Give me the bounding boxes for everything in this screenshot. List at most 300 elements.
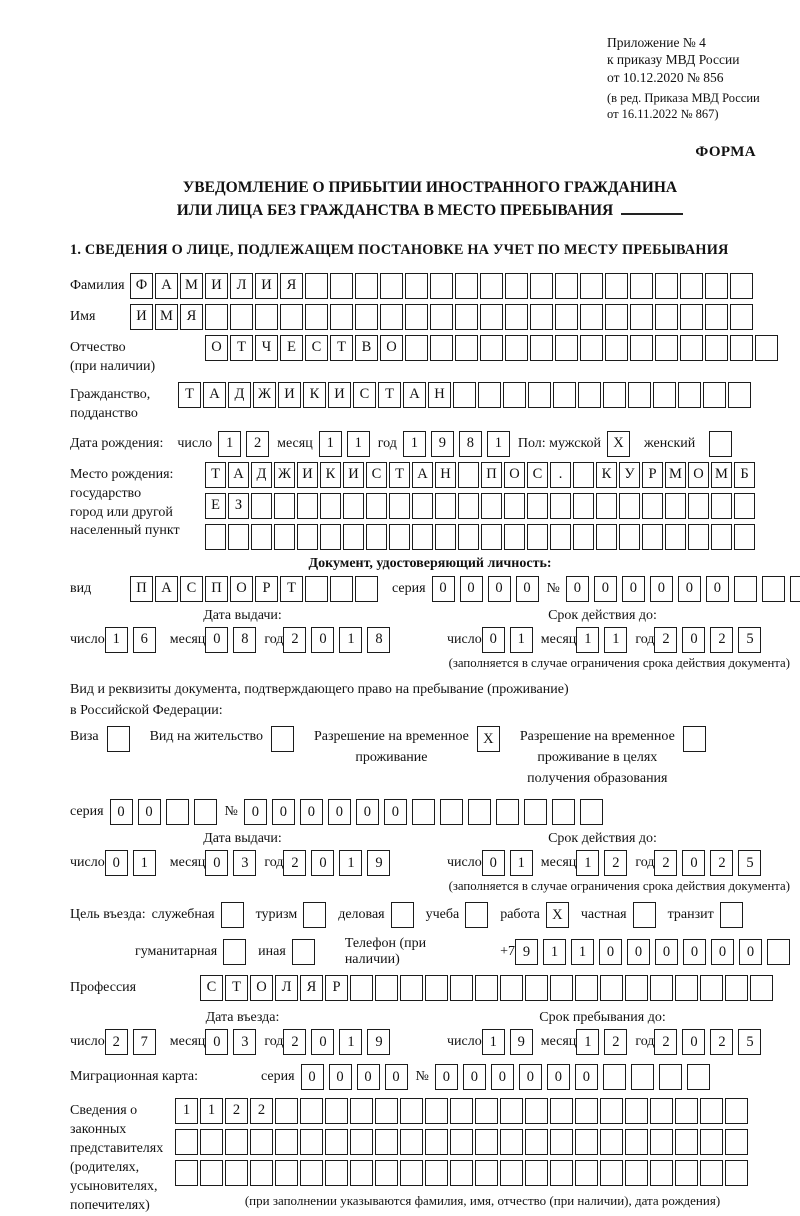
form-cell[interactable]: 0 <box>463 1064 486 1090</box>
form-cell[interactable] <box>505 304 528 330</box>
form-cell[interactable] <box>400 975 423 1001</box>
form-cell[interactable] <box>725 1160 748 1186</box>
form-cell[interactable] <box>305 304 328 330</box>
form-cell[interactable]: Т <box>330 335 353 361</box>
form-cell[interactable] <box>450 1160 473 1186</box>
form-cell[interactable] <box>728 382 751 408</box>
form-cell[interactable] <box>703 382 726 408</box>
form-cell[interactable] <box>480 304 503 330</box>
form-cell[interactable] <box>271 726 294 752</box>
form-cell[interactable]: П <box>205 576 228 602</box>
form-cell[interactable]: 2 <box>604 1029 627 1055</box>
form-cell[interactable] <box>251 493 272 519</box>
form-cell[interactable] <box>465 902 488 928</box>
form-cell[interactable]: 0 <box>205 850 228 876</box>
form-cell[interactable]: Т <box>280 576 303 602</box>
form-cell[interactable]: А <box>155 273 178 299</box>
form-cell[interactable] <box>455 273 478 299</box>
form-cell[interactable] <box>275 1129 298 1155</box>
form-cell[interactable] <box>596 524 617 550</box>
form-cell[interactable]: Т <box>225 975 248 1001</box>
form-cell[interactable] <box>305 273 328 299</box>
form-cell[interactable] <box>642 524 663 550</box>
form-cell[interactable]: М <box>155 304 178 330</box>
form-cell[interactable]: Ч <box>255 335 278 361</box>
form-cell[interactable]: 2 <box>283 1029 306 1055</box>
form-cell[interactable] <box>631 1064 654 1090</box>
form-cell[interactable] <box>524 799 547 825</box>
form-cell[interactable] <box>380 273 403 299</box>
form-cell[interactable] <box>194 799 217 825</box>
form-cell[interactable]: 1 <box>482 1029 505 1055</box>
form-cell[interactable] <box>412 799 435 825</box>
form-cell[interactable]: 3 <box>233 1029 256 1055</box>
form-cell[interactable] <box>625 1098 648 1124</box>
form-cell[interactable] <box>600 1160 623 1186</box>
form-cell[interactable]: 7 <box>133 1029 156 1055</box>
form-cell[interactable]: С <box>366 462 387 488</box>
form-cell[interactable]: 0 <box>460 576 483 602</box>
form-cell[interactable]: 9 <box>515 939 538 965</box>
form-cell[interactable] <box>675 1098 698 1124</box>
form-cell[interactable]: А <box>228 462 249 488</box>
form-cell[interactable] <box>734 576 757 602</box>
form-cell[interactable] <box>450 975 473 1001</box>
form-cell[interactable] <box>762 576 785 602</box>
form-cell[interactable] <box>275 1098 298 1124</box>
form-cell[interactable] <box>303 902 326 928</box>
form-cell[interactable] <box>505 335 528 361</box>
form-cell[interactable]: Я <box>300 975 323 1001</box>
form-cell[interactable]: 1 <box>576 627 599 653</box>
form-cell[interactable]: Ж <box>274 462 295 488</box>
form-cell[interactable]: А <box>155 576 178 602</box>
form-cell[interactable] <box>380 304 403 330</box>
form-cell[interactable] <box>275 1160 298 1186</box>
form-cell[interactable] <box>107 726 130 752</box>
form-cell[interactable] <box>412 524 433 550</box>
form-cell[interactable]: 0 <box>328 799 351 825</box>
form-cell[interactable] <box>435 524 456 550</box>
form-cell[interactable] <box>300 1098 323 1124</box>
form-cell[interactable] <box>580 304 603 330</box>
form-cell[interactable] <box>711 524 732 550</box>
form-cell[interactable]: А <box>412 462 433 488</box>
form-cell[interactable]: 1 <box>543 939 566 965</box>
form-cell[interactable] <box>475 975 498 1001</box>
form-cell[interactable]: С <box>180 576 203 602</box>
form-cell[interactable] <box>530 335 553 361</box>
form-cell[interactable]: Т <box>205 462 226 488</box>
form-cell[interactable]: 6 <box>133 627 156 653</box>
form-cell[interactable]: 2 <box>105 1029 128 1055</box>
form-cell[interactable] <box>475 1129 498 1155</box>
form-cell[interactable]: 0 <box>272 799 295 825</box>
form-cell[interactable]: 0 <box>311 850 334 876</box>
form-cell[interactable]: 9 <box>367 1029 390 1055</box>
form-cell[interactable]: 1 <box>339 627 362 653</box>
form-cell[interactable]: 0 <box>566 576 589 602</box>
form-cell[interactable] <box>550 1160 573 1186</box>
form-cell[interactable]: 0 <box>385 1064 408 1090</box>
form-cell[interactable] <box>504 493 525 519</box>
form-cell[interactable] <box>297 524 318 550</box>
form-cell[interactable] <box>525 1129 548 1155</box>
form-cell[interactable] <box>221 902 244 928</box>
form-cell[interactable] <box>705 304 728 330</box>
form-cell[interactable]: 0 <box>683 939 706 965</box>
form-cell[interactable] <box>475 1160 498 1186</box>
form-cell[interactable] <box>653 382 676 408</box>
form-cell[interactable] <box>555 304 578 330</box>
form-cell[interactable]: . <box>550 462 571 488</box>
form-cell[interactable]: 3 <box>233 850 256 876</box>
form-cell[interactable] <box>580 273 603 299</box>
form-cell[interactable] <box>230 304 253 330</box>
form-cell[interactable] <box>700 1098 723 1124</box>
form-cell[interactable] <box>603 1064 626 1090</box>
form-cell[interactable]: О <box>504 462 525 488</box>
form-cell[interactable] <box>389 524 410 550</box>
form-cell[interactable] <box>705 335 728 361</box>
form-cell[interactable] <box>550 1098 573 1124</box>
form-cell[interactable]: Я <box>280 273 303 299</box>
form-cell[interactable]: 0 <box>311 1029 334 1055</box>
form-cell[interactable] <box>720 902 743 928</box>
form-cell[interactable] <box>366 493 387 519</box>
form-cell[interactable] <box>500 1129 523 1155</box>
form-cell[interactable] <box>405 304 428 330</box>
form-cell[interactable]: В <box>355 335 378 361</box>
form-cell[interactable]: И <box>297 462 318 488</box>
form-cell[interactable] <box>600 1129 623 1155</box>
form-cell[interactable]: К <box>303 382 326 408</box>
form-cell[interactable]: 0 <box>205 627 228 653</box>
form-cell[interactable] <box>700 1129 723 1155</box>
form-cell[interactable]: 0 <box>706 576 729 602</box>
form-cell[interactable]: М <box>665 462 686 488</box>
form-cell[interactable]: 0 <box>655 939 678 965</box>
form-cell[interactable]: 2 <box>710 627 733 653</box>
form-cell[interactable]: А <box>403 382 426 408</box>
form-cell[interactable] <box>468 799 491 825</box>
form-cell[interactable]: 1 <box>487 431 510 457</box>
form-cell[interactable]: 0 <box>682 627 705 653</box>
form-cell[interactable]: Н <box>428 382 451 408</box>
form-cell[interactable]: 0 <box>301 1064 324 1090</box>
form-cell[interactable] <box>205 524 226 550</box>
form-cell[interactable]: Е <box>205 493 226 519</box>
form-cell[interactable]: 0 <box>244 799 267 825</box>
form-cell[interactable] <box>453 382 476 408</box>
form-cell[interactable] <box>580 799 603 825</box>
form-cell[interactable] <box>550 524 571 550</box>
form-cell[interactable] <box>580 335 603 361</box>
form-cell[interactable]: 0 <box>516 576 539 602</box>
form-cell[interactable] <box>665 524 686 550</box>
form-cell[interactable] <box>500 1098 523 1124</box>
form-cell[interactable] <box>251 524 272 550</box>
form-cell[interactable]: Л <box>230 273 253 299</box>
form-cell[interactable] <box>223 939 246 965</box>
form-cell[interactable] <box>400 1098 423 1124</box>
form-cell[interactable] <box>391 902 414 928</box>
form-cell[interactable] <box>366 524 387 550</box>
form-cell[interactable]: 0 <box>205 1029 228 1055</box>
form-cell[interactable] <box>480 273 503 299</box>
form-cell[interactable] <box>350 1129 373 1155</box>
form-cell[interactable]: 0 <box>482 627 505 653</box>
form-cell[interactable] <box>274 524 295 550</box>
form-cell[interactable] <box>734 524 755 550</box>
form-cell[interactable]: З <box>228 493 249 519</box>
form-cell[interactable] <box>573 524 594 550</box>
form-cell[interactable] <box>166 799 189 825</box>
form-cell[interactable] <box>650 1129 673 1155</box>
form-cell[interactable] <box>350 975 373 1001</box>
form-cell[interactable] <box>430 335 453 361</box>
form-cell[interactable] <box>389 493 410 519</box>
form-cell[interactable] <box>700 975 723 1001</box>
form-cell[interactable]: Т <box>389 462 410 488</box>
form-cell[interactable]: 8 <box>233 627 256 653</box>
form-cell[interactable]: 0 <box>435 1064 458 1090</box>
form-cell[interactable] <box>355 273 378 299</box>
form-cell[interactable]: С <box>353 382 376 408</box>
form-cell[interactable] <box>330 576 353 602</box>
form-cell[interactable] <box>200 1129 223 1155</box>
form-cell[interactable]: 2 <box>246 431 269 457</box>
form-cell[interactable]: 0 <box>627 939 650 965</box>
form-cell[interactable]: 9 <box>510 1029 533 1055</box>
form-cell[interactable]: 0 <box>678 576 701 602</box>
form-cell[interactable] <box>630 304 653 330</box>
form-cell[interactable]: 0 <box>682 850 705 876</box>
form-cell[interactable] <box>688 493 709 519</box>
form-cell[interactable] <box>605 273 628 299</box>
form-cell[interactable] <box>700 1160 723 1186</box>
form-cell[interactable] <box>630 335 653 361</box>
form-cell[interactable]: 0 <box>110 799 133 825</box>
form-cell[interactable]: 1 <box>105 627 128 653</box>
form-cell[interactable]: 8 <box>367 627 390 653</box>
form-cell[interactable] <box>725 1129 748 1155</box>
form-cell[interactable] <box>343 524 364 550</box>
form-cell[interactable] <box>274 493 295 519</box>
form-cell[interactable] <box>425 1098 448 1124</box>
form-cell[interactable]: Р <box>255 576 278 602</box>
form-cell[interactable] <box>642 493 663 519</box>
form-cell[interactable] <box>458 462 479 488</box>
form-cell[interactable] <box>375 1160 398 1186</box>
form-cell[interactable] <box>619 493 640 519</box>
form-cell[interactable] <box>300 1160 323 1186</box>
form-cell[interactable] <box>550 493 571 519</box>
form-cell[interactable]: 1 <box>576 850 599 876</box>
form-cell[interactable] <box>575 1098 598 1124</box>
form-cell[interactable] <box>405 273 428 299</box>
form-cell[interactable]: Т <box>178 382 201 408</box>
form-cell[interactable] <box>605 335 628 361</box>
form-cell[interactable] <box>528 382 551 408</box>
form-cell[interactable] <box>550 1129 573 1155</box>
form-cell[interactable]: X <box>477 726 500 752</box>
form-cell[interactable]: Р <box>642 462 663 488</box>
form-cell[interactable]: 2 <box>654 850 677 876</box>
form-cell[interactable] <box>405 335 428 361</box>
form-cell[interactable] <box>683 726 706 752</box>
form-cell[interactable] <box>573 493 594 519</box>
form-cell[interactable] <box>633 902 656 928</box>
form-cell[interactable] <box>680 273 703 299</box>
form-cell[interactable]: 0 <box>138 799 161 825</box>
form-cell[interactable] <box>675 1129 698 1155</box>
form-cell[interactable] <box>430 304 453 330</box>
form-cell[interactable]: О <box>688 462 709 488</box>
form-cell[interactable]: А <box>203 382 226 408</box>
form-cell[interactable] <box>175 1160 198 1186</box>
form-cell[interactable] <box>412 493 433 519</box>
form-cell[interactable]: 0 <box>622 576 645 602</box>
form-cell[interactable]: И <box>255 273 278 299</box>
form-cell[interactable] <box>665 493 686 519</box>
form-cell[interactable]: 0 <box>357 1064 380 1090</box>
form-cell[interactable] <box>573 462 594 488</box>
form-cell[interactable] <box>678 382 701 408</box>
form-cell[interactable]: Я <box>180 304 203 330</box>
form-cell[interactable] <box>255 304 278 330</box>
form-cell[interactable] <box>504 524 525 550</box>
form-cell[interactable] <box>250 1160 273 1186</box>
form-cell[interactable] <box>343 493 364 519</box>
form-cell[interactable] <box>705 273 728 299</box>
form-cell[interactable]: 5 <box>738 850 761 876</box>
form-cell[interactable]: 0 <box>491 1064 514 1090</box>
form-cell[interactable] <box>555 273 578 299</box>
form-cell[interactable] <box>425 1160 448 1186</box>
form-cell[interactable] <box>292 939 315 965</box>
form-cell[interactable] <box>625 1129 648 1155</box>
form-cell[interactable] <box>228 524 249 550</box>
form-cell[interactable] <box>455 304 478 330</box>
form-cell[interactable] <box>550 975 573 1001</box>
form-cell[interactable] <box>680 304 703 330</box>
form-cell[interactable]: У <box>619 462 640 488</box>
form-cell[interactable] <box>734 493 755 519</box>
form-cell[interactable]: 2 <box>604 850 627 876</box>
form-cell[interactable] <box>480 335 503 361</box>
form-cell[interactable] <box>400 1160 423 1186</box>
form-cell[interactable] <box>527 524 548 550</box>
form-cell[interactable]: 1 <box>510 627 533 653</box>
form-cell[interactable] <box>525 1160 548 1186</box>
form-cell[interactable]: 0 <box>300 799 323 825</box>
form-cell[interactable]: И <box>328 382 351 408</box>
form-cell[interactable] <box>450 1129 473 1155</box>
form-cell[interactable]: Р <box>325 975 348 1001</box>
form-cell[interactable] <box>325 1129 348 1155</box>
form-cell[interactable]: Н <box>435 462 456 488</box>
form-cell[interactable] <box>628 382 651 408</box>
form-cell[interactable] <box>600 975 623 1001</box>
form-cell[interactable] <box>500 1160 523 1186</box>
form-cell[interactable]: Д <box>228 382 251 408</box>
form-cell[interactable] <box>730 304 753 330</box>
form-cell[interactable]: К <box>596 462 617 488</box>
form-cell[interactable] <box>603 382 626 408</box>
form-cell[interactable] <box>655 335 678 361</box>
form-cell[interactable] <box>297 493 318 519</box>
form-cell[interactable] <box>458 524 479 550</box>
form-cell[interactable]: 1 <box>175 1098 198 1124</box>
form-cell[interactable] <box>325 1160 348 1186</box>
form-cell[interactable] <box>725 975 748 1001</box>
form-cell[interactable]: 0 <box>356 799 379 825</box>
form-cell[interactable] <box>650 1160 673 1186</box>
form-cell[interactable] <box>350 1098 373 1124</box>
form-cell[interactable] <box>478 382 501 408</box>
form-cell[interactable] <box>205 304 228 330</box>
form-cell[interactable] <box>709 431 732 457</box>
form-cell[interactable]: М <box>711 462 732 488</box>
form-cell[interactable] <box>650 1098 673 1124</box>
form-cell[interactable] <box>527 493 548 519</box>
form-cell[interactable] <box>330 304 353 330</box>
form-cell[interactable]: 0 <box>599 939 622 965</box>
form-cell[interactable]: 0 <box>711 939 734 965</box>
form-cell[interactable] <box>687 1064 710 1090</box>
form-cell[interactable] <box>675 1160 698 1186</box>
form-cell[interactable]: Т <box>378 382 401 408</box>
form-cell[interactable] <box>200 1160 223 1186</box>
form-cell[interactable] <box>355 304 378 330</box>
form-cell[interactable]: 0 <box>482 850 505 876</box>
form-cell[interactable]: Д <box>251 462 272 488</box>
form-cell[interactable] <box>630 273 653 299</box>
form-cell[interactable] <box>320 524 341 550</box>
form-cell[interactable] <box>280 304 303 330</box>
form-cell[interactable]: 0 <box>105 850 128 876</box>
form-cell[interactable] <box>305 576 328 602</box>
form-cell[interactable]: 1 <box>133 850 156 876</box>
form-cell[interactable]: П <box>481 462 502 488</box>
form-cell[interactable]: 0 <box>575 1064 598 1090</box>
form-cell[interactable]: 2 <box>283 627 306 653</box>
form-cell[interactable]: Ф <box>130 273 153 299</box>
form-cell[interactable]: 9 <box>367 850 390 876</box>
form-cell[interactable]: 0 <box>432 576 455 602</box>
form-cell[interactable] <box>500 975 523 1001</box>
form-cell[interactable] <box>730 335 753 361</box>
form-cell[interactable] <box>730 273 753 299</box>
form-cell[interactable] <box>619 524 640 550</box>
form-cell[interactable] <box>659 1064 682 1090</box>
form-cell[interactable] <box>688 524 709 550</box>
form-cell[interactable]: 2 <box>250 1098 273 1124</box>
form-cell[interactable]: И <box>343 462 364 488</box>
form-cell[interactable] <box>725 1098 748 1124</box>
form-cell[interactable] <box>375 975 398 1001</box>
form-cell[interactable]: 0 <box>519 1064 542 1090</box>
form-cell[interactable]: 9 <box>431 431 454 457</box>
form-cell[interactable]: М <box>180 273 203 299</box>
form-cell[interactable] <box>503 382 526 408</box>
form-cell[interactable] <box>475 1098 498 1124</box>
form-cell[interactable] <box>330 273 353 299</box>
form-cell[interactable]: К <box>320 462 341 488</box>
form-cell[interactable]: 0 <box>650 576 673 602</box>
form-cell[interactable] <box>578 382 601 408</box>
